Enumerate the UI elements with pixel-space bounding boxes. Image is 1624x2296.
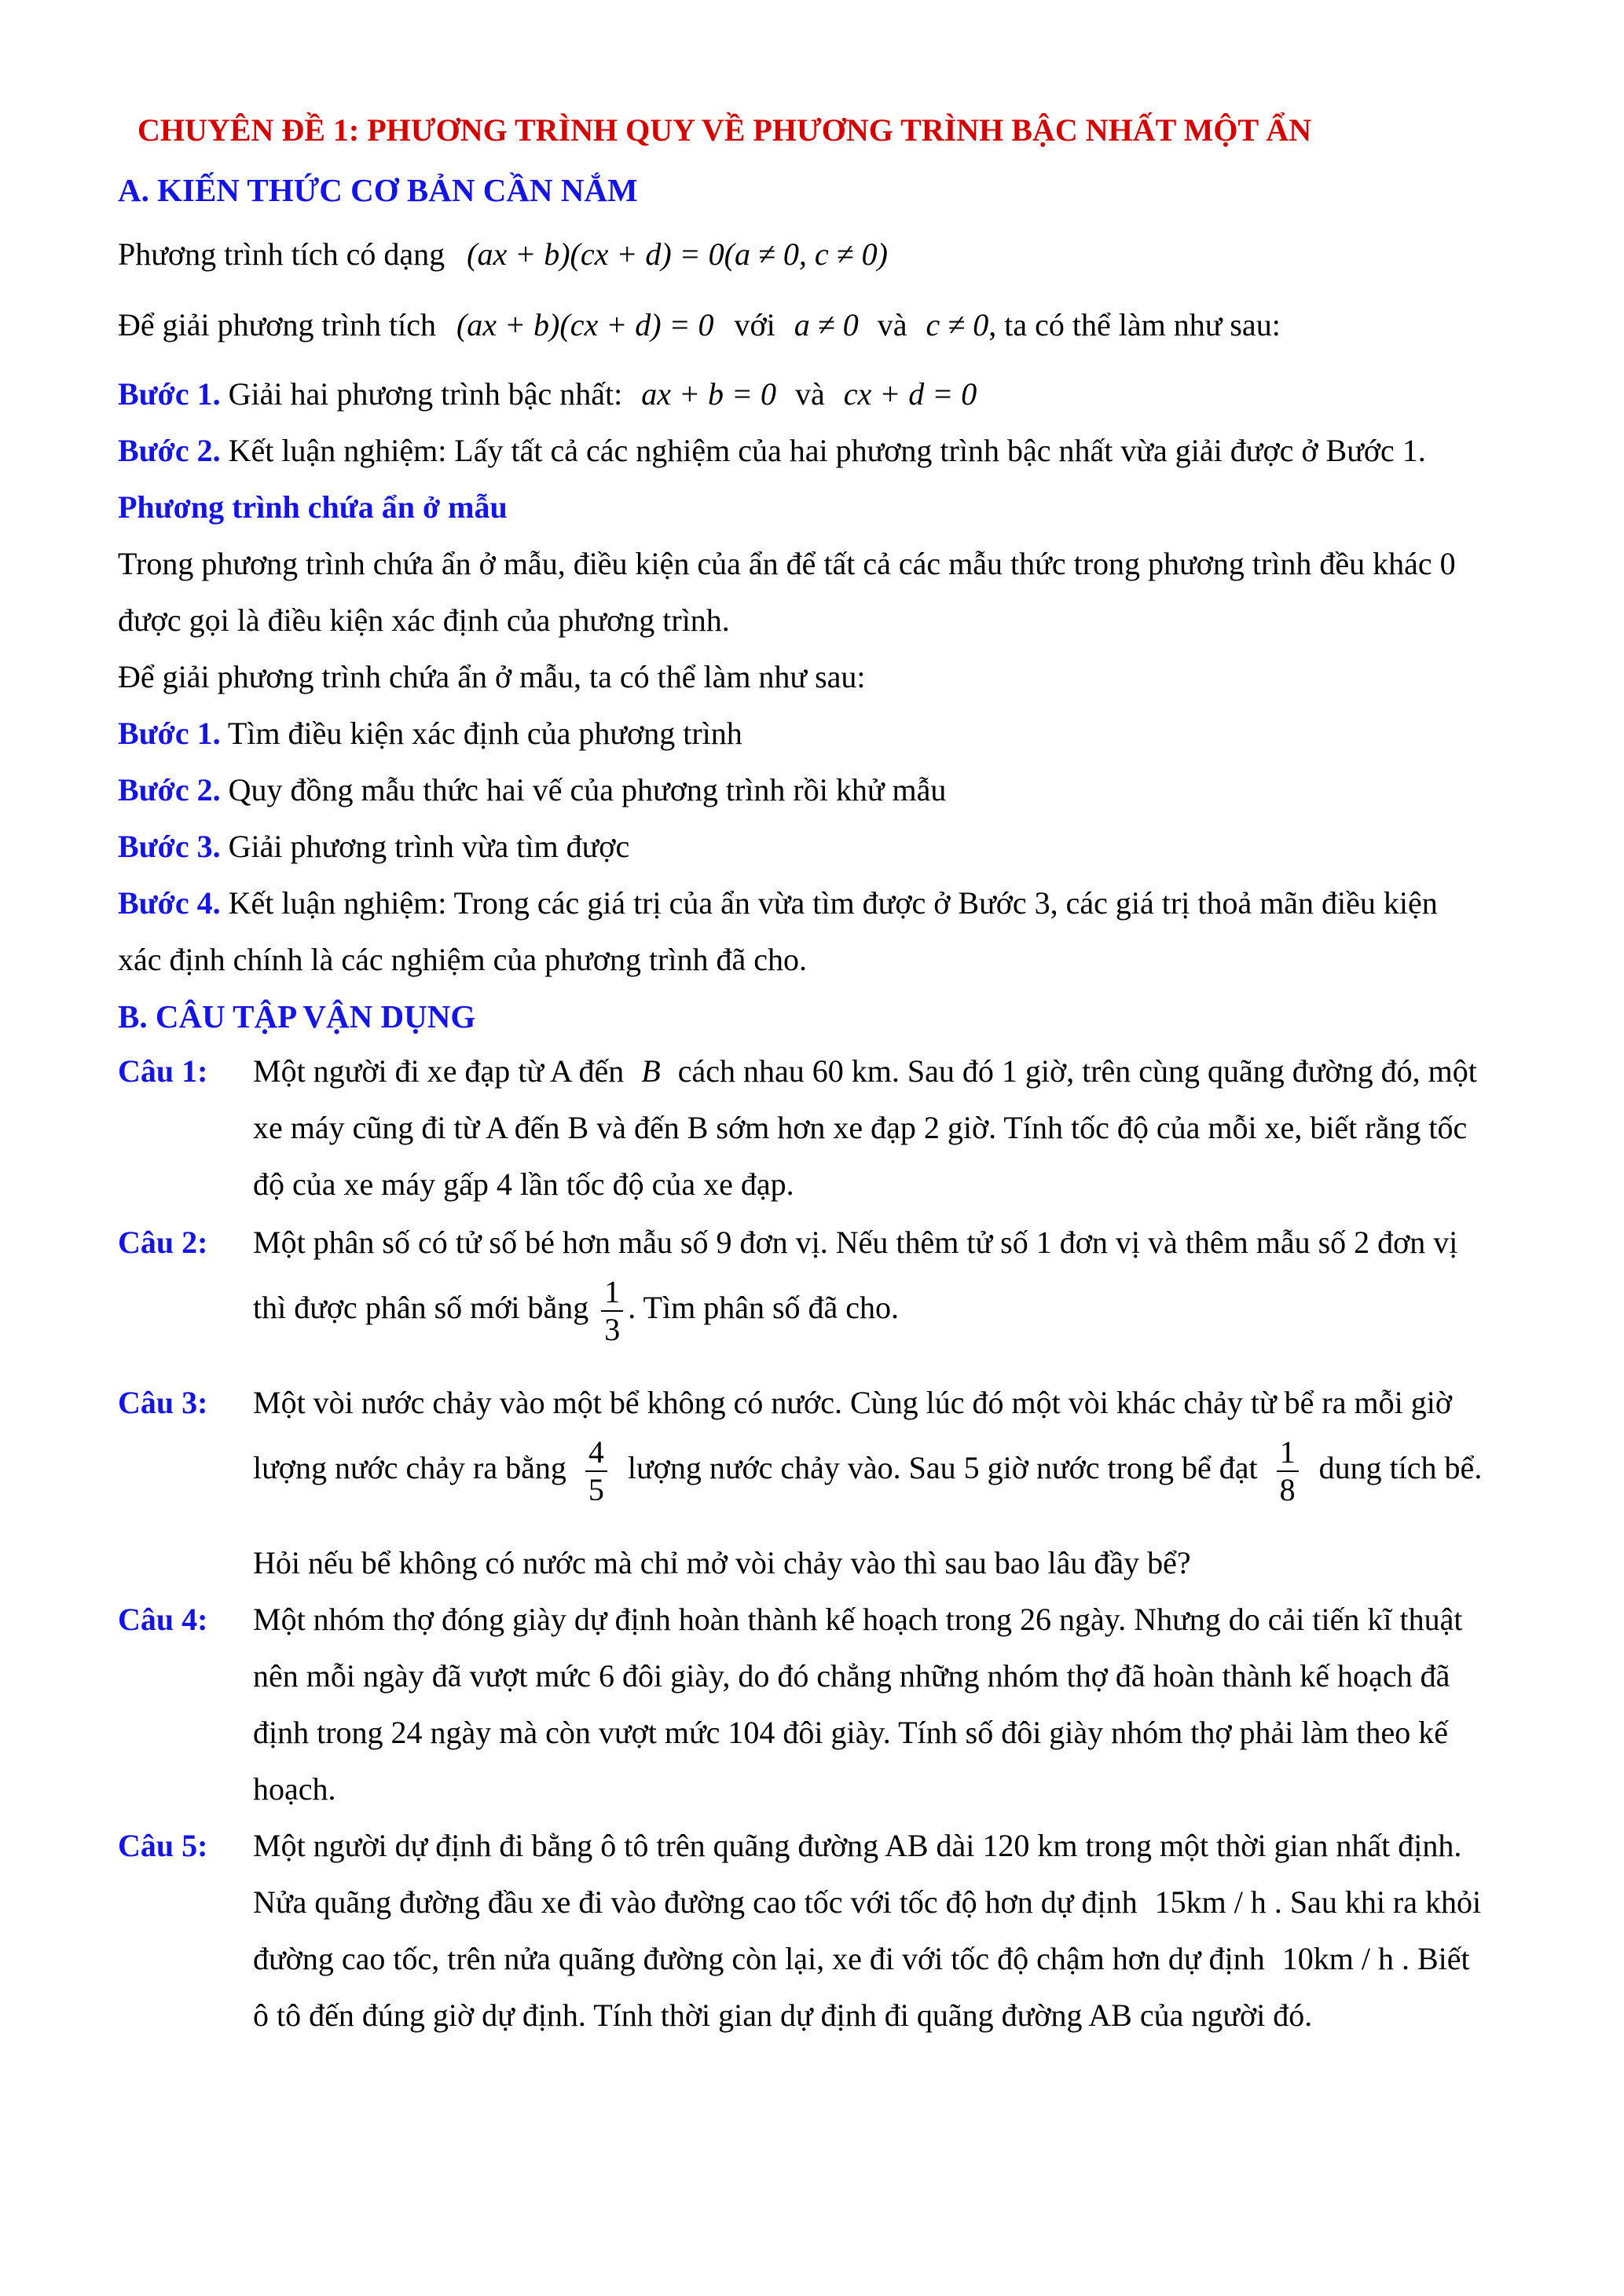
step-label: Bước 1. bbox=[118, 716, 221, 751]
question-5-line bbox=[253, 1884, 1481, 1921]
section-b-heading: B. CÂU TẬP VẬN DỤNG bbox=[118, 998, 476, 1034]
definition-text: Phương trình tích có dạng bbox=[118, 236, 445, 272]
question-3-line: Hỏi nếu bể không có nước mà chỉ mở vòi chảy vào thì sau bao lâu đầy bể? bbox=[253, 1545, 1191, 1580]
q1-text: cách nhau 60 km. Sau đó 1 giờ, trên cùng quãng đường đó, một bbox=[677, 1053, 1477, 1089]
step-label: Bước 2. bbox=[118, 433, 221, 468]
step-3-fraction bbox=[118, 828, 629, 866]
q2-text: thì được phân số mới bằng bbox=[253, 1290, 589, 1326]
step-label: Bước 3. bbox=[118, 829, 221, 864]
product-equation-form: (ax + b)(cx + d) = 0(a ≠ 0, c ≠ 0) bbox=[467, 236, 888, 272]
question-1-line: xe máy cũng đi từ A đến B và đến B sớm hơn xe đạp 2 giờ. Tính tốc độ của mỗi xe, biết rằng tốc bbox=[253, 1110, 1468, 1145]
question-1-line bbox=[253, 1053, 1477, 1090]
q2-text: . Tìm phân số đã cho. bbox=[628, 1290, 900, 1326]
question-1-line: độ của xe máy gấp 4 lần tốc độ của xe đạp. bbox=[253, 1166, 794, 1202]
section-a-heading: A. KIẾN THỨC CƠ BẢN CẦN NẮM bbox=[118, 172, 638, 208]
question-2-line: Một phân số có tử số bé hơn mẫu số 9 đơn vị. Nếu thêm tử số 1 đơn vị và thêm mẫu số 2 đơn vị bbox=[253, 1225, 1458, 1260]
and-word: và bbox=[794, 376, 825, 412]
step-text: Giải phương trình vừa tìm được bbox=[228, 829, 630, 864]
q5-speed-decrease: 10km / h bbox=[1281, 1941, 1394, 1976]
method-with: với bbox=[734, 307, 775, 342]
document-title: CHUYÊN ĐỀ 1: PHƯƠNG TRÌNH QUY VỀ PHƯƠNG TRÌNH BẬC NHẤT MỘT ẨN bbox=[137, 112, 1312, 148]
question-1-label: Câu 1: bbox=[118, 1053, 208, 1089]
question-4-line: định trong 24 ngày mà còn vượt mức 104 đôi giày. Tính số đôi giày nhóm thợ phải làm theo kế bbox=[253, 1715, 1449, 1750]
equation-2: cx + d = 0 bbox=[843, 376, 977, 412]
question-4-line: nên mỗi ngày đã vượt mức 6 đôi giày, do đó chẳng những nhóm thợ đã hoàn thành kế hoạch đã bbox=[253, 1658, 1450, 1694]
condition-c: c ≠ 0 bbox=[926, 307, 989, 342]
q5-text: đường cao tốc, trên nửa quãng đường còn lại, xe đi với tốc độ chậm hơn dự định bbox=[253, 1941, 1265, 1976]
question-5-line bbox=[253, 1940, 1470, 1978]
q3-text: lượng nước chảy vào. Sau 5 giờ nước trong bể đạt bbox=[627, 1450, 1258, 1486]
q1-point-b: B bbox=[641, 1053, 661, 1089]
q5-text: . Biết bbox=[1401, 1941, 1470, 1976]
step-2-fraction bbox=[118, 771, 946, 809]
paragraph-line: Để giải phương trình chứa ẩn ở mẫu, ta có thể làm như sau: bbox=[118, 659, 866, 694]
step-label: Bước 2. bbox=[118, 772, 221, 807]
condition-a: a ≠ 0 bbox=[794, 307, 859, 342]
fraction-one-eighth bbox=[1277, 1434, 1299, 1508]
step-text: Kết luận nghiệm: Lấy tất cả các nghiệm của hai phương trình bậc nhất vừa giải được ở Bước 1. bbox=[228, 433, 1426, 468]
step-4-continuation: xác định chính là các nghiệm của phương trình đã cho. bbox=[118, 942, 807, 977]
paragraph-line: Trong phương trình chứa ẩn ở mẫu, điều kiện của ẩn để tất cả các mẫu thức trong phương trình đều khác 0 bbox=[118, 546, 1456, 581]
q1-text: Một người đi xe đạp từ A đến bbox=[253, 1053, 625, 1089]
question-5-line: Một người dự định đi bằng ô tô trên quãng đường AB dài 120 km trong một thời gian nhất định. bbox=[253, 1828, 1462, 1863]
method-equation: (ax + b)(cx + d) = 0 bbox=[456, 307, 714, 342]
step-4-fraction bbox=[118, 884, 1438, 922]
paragraph-line: được gọi là điều kiện xác định của phương trình. bbox=[118, 602, 730, 638]
fraction-denominator: 3 bbox=[604, 1312, 621, 1347]
method-and: và bbox=[877, 307, 907, 342]
question-4-line: Một nhóm thợ đóng giày dự định hoàn thành kế hoạch trong 26 ngày. Nhưng do cải tiến kĩ thuật bbox=[253, 1602, 1463, 1637]
fraction-denominator: 8 bbox=[1279, 1472, 1296, 1507]
fraction-one-third bbox=[601, 1274, 623, 1348]
question-2-label: Câu 2: bbox=[118, 1225, 208, 1260]
step-1-fraction bbox=[118, 715, 742, 753]
q5-text: . Sau khi ra khỏi bbox=[1274, 1884, 1482, 1920]
q3-text: dung tích bể. bbox=[1318, 1450, 1483, 1486]
q5-speed-increase: 15km / h bbox=[1154, 1884, 1267, 1920]
fraction-numerator: 1 bbox=[1277, 1434, 1299, 1472]
fraction-numerator: 4 bbox=[585, 1434, 607, 1472]
question-4-label: Câu 4: bbox=[118, 1602, 208, 1637]
step-text: Quy đồng mẫu thức hai vế của phương trình rồi khử mẫu bbox=[228, 772, 947, 807]
fraction-numerator: 1 bbox=[601, 1274, 623, 1312]
step-label: Bước 4. bbox=[118, 885, 221, 921]
question-3-line bbox=[253, 1434, 1482, 1508]
question-5-line: ô tô đến đúng giờ dự định. Tính thời gian dự định đi quãng đường AB của người đó. bbox=[253, 1998, 1313, 2033]
step-text: Giải hai phương trình bậc nhất: bbox=[228, 376, 623, 412]
fraction-four-fifths bbox=[585, 1434, 607, 1508]
question-3-line: Một vòi nước chảy vào một bể không có nước. Cùng lúc đó một vòi khác chảy từ bể ra mỗi giờ bbox=[253, 1385, 1452, 1420]
question-5-label: Câu 5: bbox=[118, 1828, 208, 1863]
question-3-label: Câu 3: bbox=[118, 1385, 208, 1420]
q3-text: lượng nước chảy ra bằng bbox=[253, 1450, 566, 1486]
product-equation-method bbox=[118, 306, 1281, 344]
product-equation-definition bbox=[118, 236, 888, 273]
question-2-line bbox=[253, 1274, 899, 1348]
q5-text: Nửa quãng đường đầu xe đi vào đường cao tốc với tốc độ hơn dự định bbox=[253, 1884, 1138, 1920]
method-tail: , ta có thể làm như sau: bbox=[988, 307, 1281, 342]
subsection-heading: Phương trình chứa ẩn ở mẫu bbox=[118, 489, 508, 525]
equation-1: ax + b = 0 bbox=[641, 376, 776, 412]
step-2-product bbox=[118, 432, 1426, 470]
question-4-line: hoạch. bbox=[253, 1771, 336, 1807]
step-text: Tìm điều kiện xác định của phương trình bbox=[227, 716, 742, 751]
fraction-denominator: 5 bbox=[588, 1472, 604, 1507]
step-label: Bước 1. bbox=[118, 376, 221, 412]
step-text: Kết luận nghiệm: Trong các giá trị của ẩn vừa tìm được ở Bước 3, các giá trị thoả mãn điều kiện bbox=[228, 885, 1438, 921]
step-1-product bbox=[118, 375, 977, 413]
method-text: Để giải phương trình tích bbox=[118, 307, 436, 342]
